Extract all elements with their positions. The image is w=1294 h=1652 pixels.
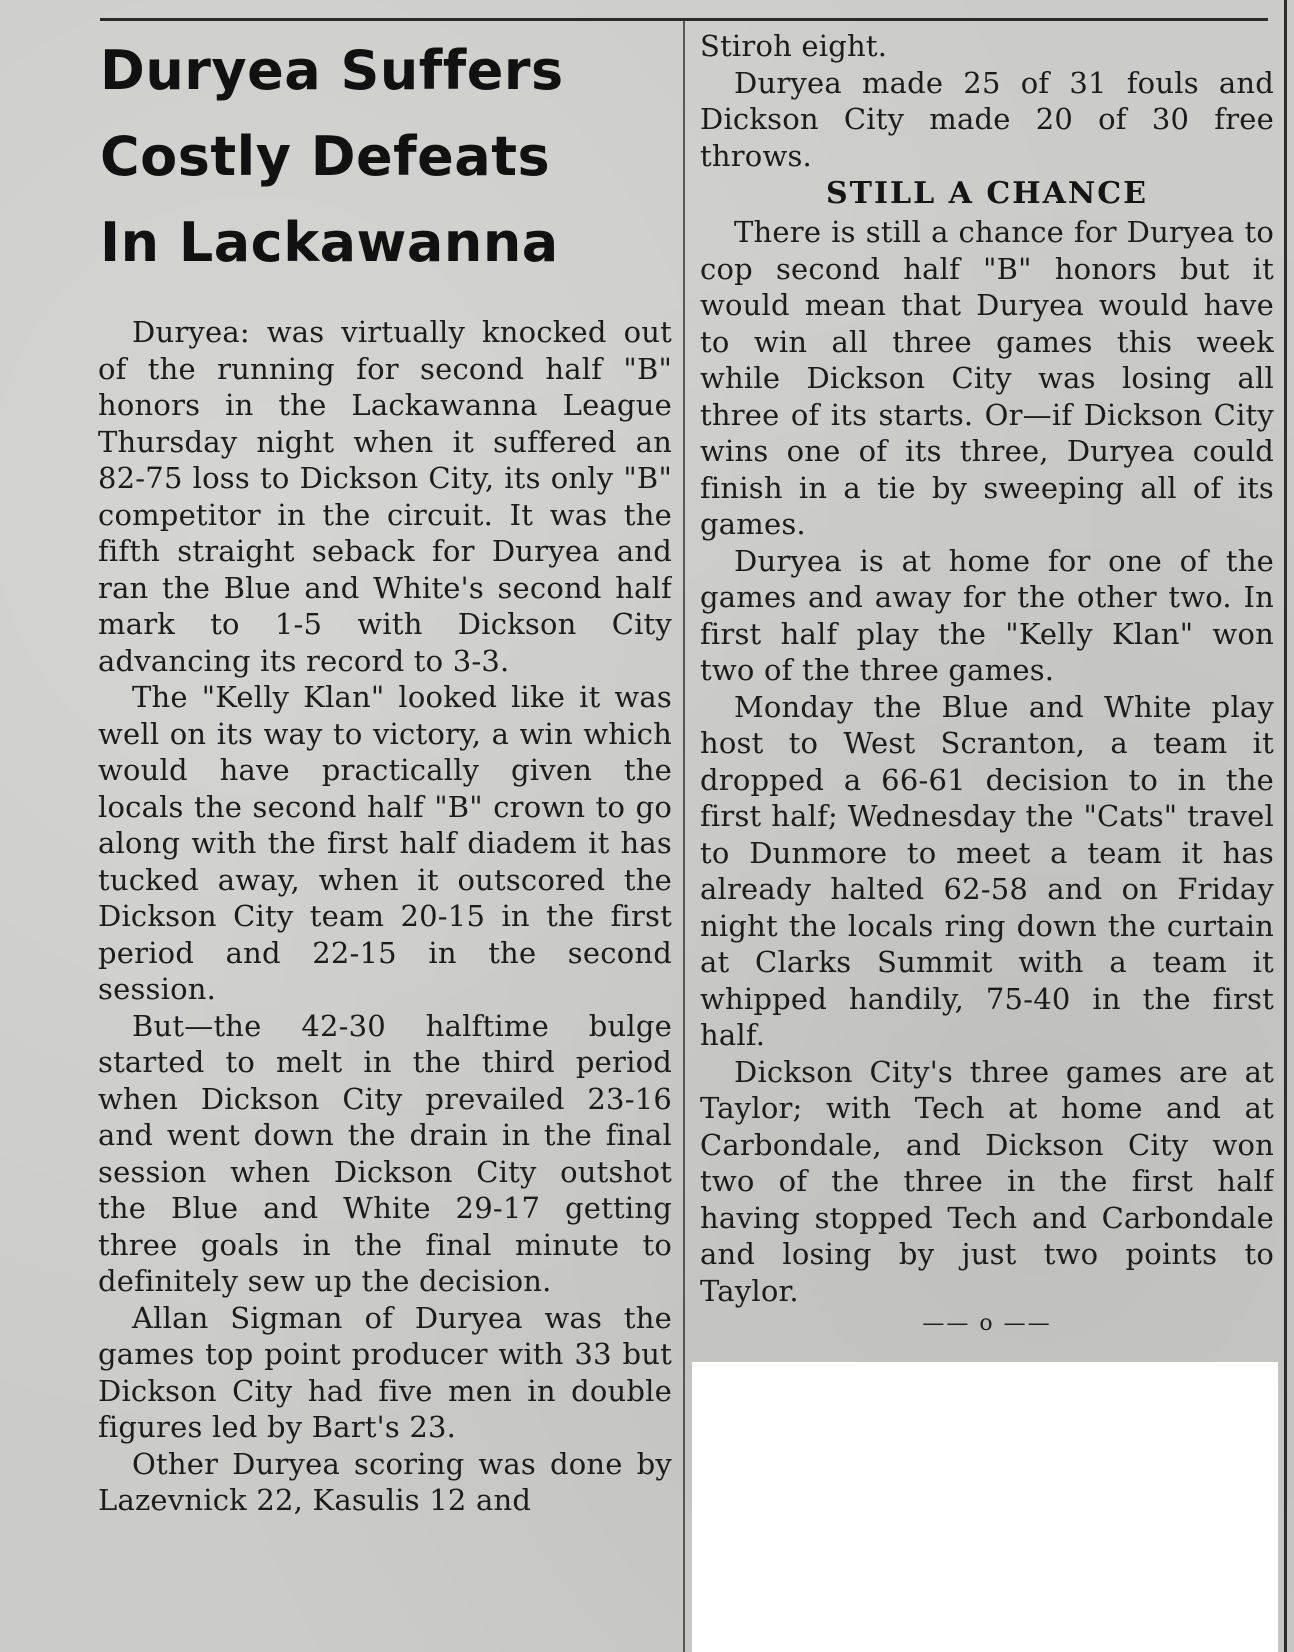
right-column (700, 28, 1274, 1368)
body-paragraph: Monday the Blue and White play host to West Scranton, a team it dropped a 66-61 decision to in the first half; Wednesday the "Cats" travel to Dunmore to meet a team it has already halted 62-58 and on Friday night the locals ring down the curtain at Clarks Summit with a team it whipped handily, 75-40 in the first half. (700, 689, 1274, 1052)
headline-line-1: Duryea Suffers (100, 39, 564, 102)
headline-line-3: In Lackawanna (100, 211, 559, 274)
body-paragraph: Dickson City's three games are at Taylor; with Tech at home and at Carbondale, and Dickson City won two of the three in the first half having stopped Tech and Carbondale and losing by just two points to Taylor. (700, 1054, 1274, 1308)
left-column (98, 28, 672, 1652)
article-headline (100, 28, 672, 286)
column-divider (683, 20, 685, 1652)
body-paragraph: There is still a chance for Duryea to cop second half "B" honors but it would mean that Duryea would have to win all three games this week while Dickson City was losing all three of its starts. Or—if Dickson City wins one of its three, Duryea could finish in a tie by sweeping all of its games. (700, 215, 1274, 541)
continued-text: Stiroh eight. (700, 29, 888, 63)
blank-area (692, 1362, 1278, 1652)
body-paragraph: Duryea made 25 of 31 fouls and Dickson City made 20 of 30 free throws. (700, 65, 1274, 173)
body-paragraph: But—the 42-30 halftime bulge started to melt in the third period when Dickson City prevailed 23-16 and went down the drain in the final session when Dickson City outshot the Blue and White 29-17 getting three goals in the final minute to definitely sew up the decision. (98, 1008, 672, 1298)
section-subhead: STILL A CHANCE (825, 176, 1149, 211)
end-of-article-mark: —— o —— (922, 1311, 1052, 1336)
body-paragraph: The "Kelly Klan" looked like it was well on its way to victory, a win which would have practically given the locals the second half "B" crown to go along with the first half diadem it has tucked away, when it outscored the Dickson City team 20-15 in the first period and 22-15 in the second session. (98, 680, 672, 1006)
body-paragraph: Duryea is at home for one of the games and away for the other two. In first half play the "Kelly Klan" won two of the three games. (700, 543, 1274, 687)
headline-line-2: Costly Defeats (100, 125, 551, 188)
body-paragraph: Allan Sigman of Duryea was the games top point producer with 33 but Dickson City had five men in double figures led by Bart's 23. (98, 1300, 672, 1444)
body-paragraph: Duryea: was virtually knocked out of the running for second half "B" honors in the Lackawanna League Thursday night when it suffered an 82-75 loss to Dickson City, its only "B" competitor in the circuit. It was the fifth straight seback for Duryea and ran the Blue and White's second half mark to 1-5 with Dickson City advancing its record to 3-3. (98, 315, 672, 678)
right-edge-rule (1284, 0, 1287, 1652)
body-paragraph: Other Duryea scoring was done by Lazevnick 22, Kasulis 12 and (98, 1446, 672, 1517)
